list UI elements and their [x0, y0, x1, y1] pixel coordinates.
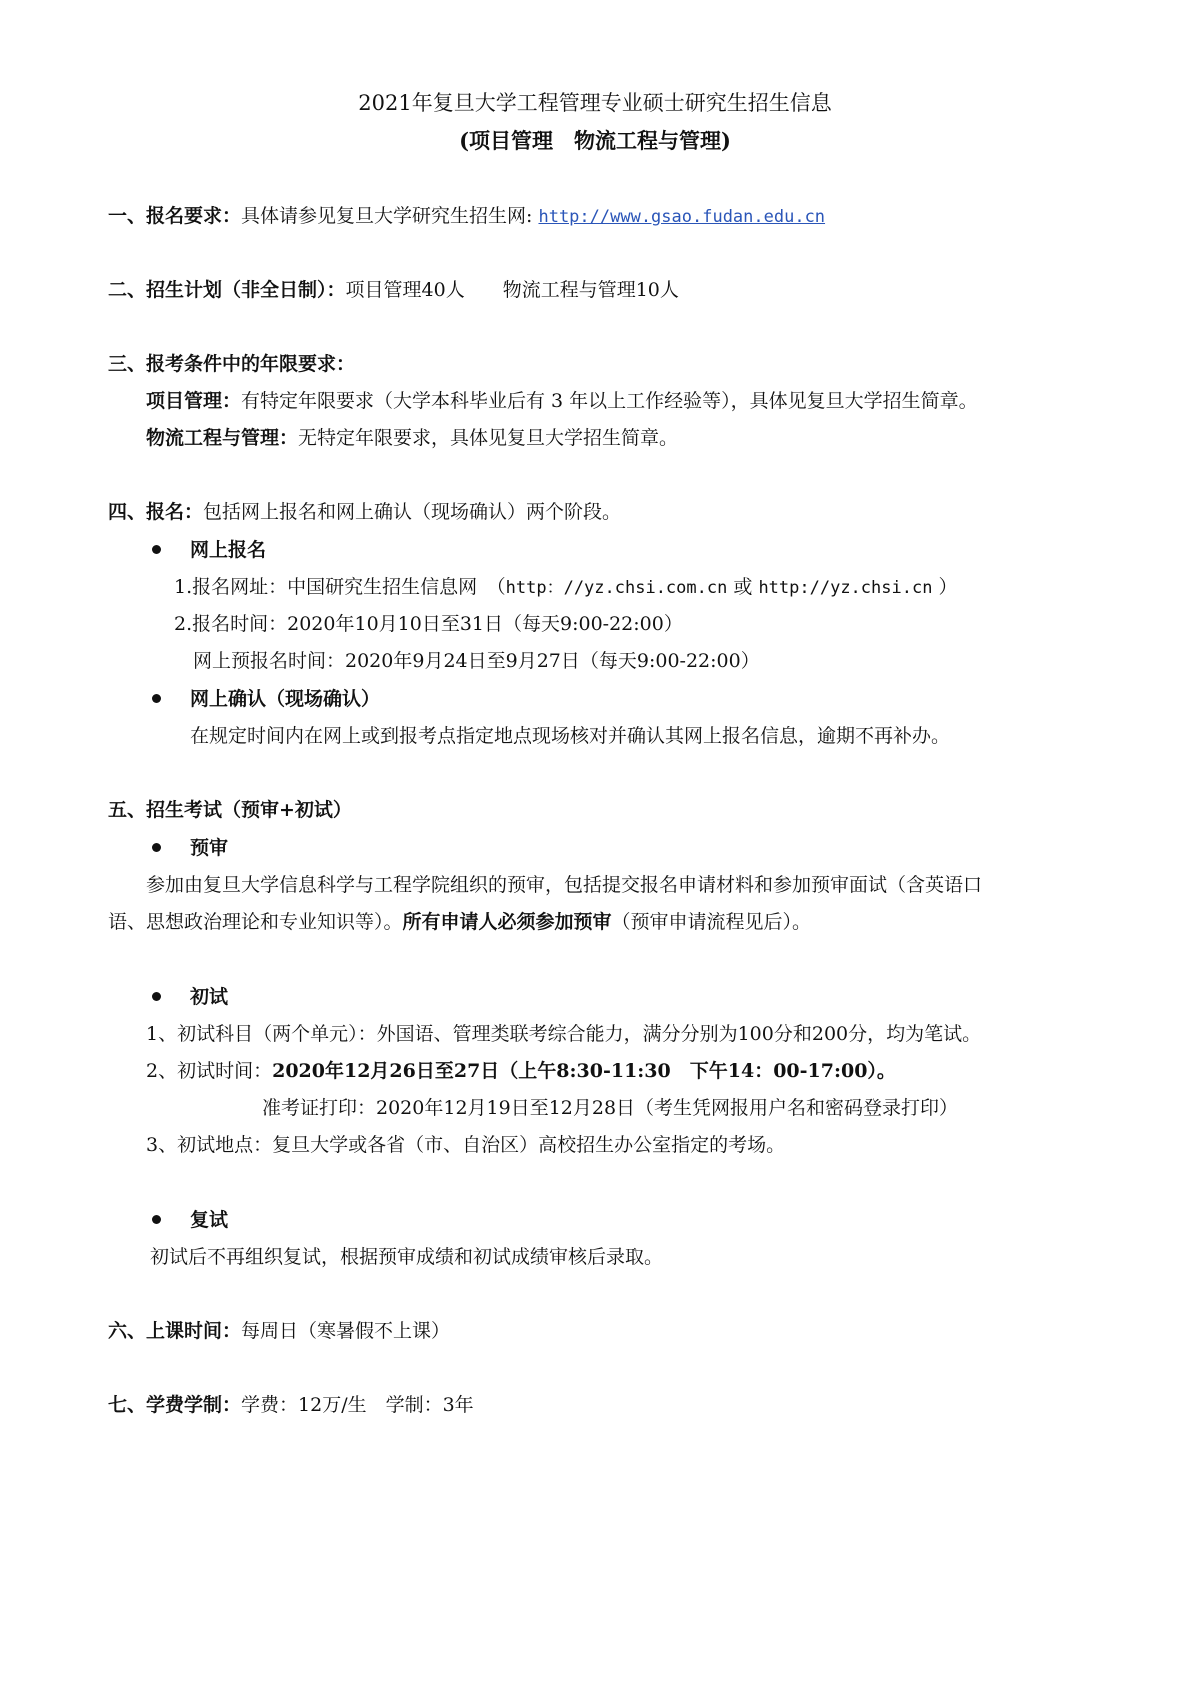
chsi-link[interactable]: http：//yz.chsi.com.cn	[505, 578, 728, 598]
requirement-text: 无特定年限要求，具体见复旦大学招生简章。	[298, 427, 679, 449]
online-confirmation-text: 在规定时间内在网上或到报考点指定地点现场核对并确认其网上报名信息，逾期不再补办。	[190, 725, 951, 747]
pre-registration-time: 网上预报名时间：2020年9月24日至9月27日（每天9:00-22:00）	[193, 650, 760, 672]
chsi-alt-link[interactable]: http://yz.chsi.cn	[758, 578, 933, 598]
section-text: 每周日（寒暑假不上课）	[241, 1320, 451, 1342]
first-exam-title: 初试	[190, 986, 229, 1008]
document-subtitle: (项目管理 物流工程与管理)	[459, 128, 731, 153]
project-management-requirement	[146, 388, 978, 414]
section-heading: 二、招生计划（非全日制）：	[108, 279, 346, 301]
section-heading: 六、上课时间：	[108, 1320, 242, 1342]
admission-ticket-print: 准考证打印：2020年12月19日至12月28日（考生凭网报用户名和密码登录打印）	[262, 1097, 959, 1119]
document-title: 2021年复旦大学工程管理专业硕士研究生招生信息	[358, 91, 832, 115]
first-exam-location: 3、初试地点：复旦大学或各省（市、自治区）高校招生办公室指定的考场。	[146, 1134, 786, 1156]
section-heading: 四、报名：	[108, 501, 204, 523]
requirement-text: 有特定年限要求（大学本科毕业后有 3 年以上工作经验等），具体见复旦大学招生简章。	[241, 390, 978, 412]
section-text: 具体请参见复旦大学研究生招生网:	[241, 205, 539, 227]
online-confirmation-title: 网上确认（现场确认）	[190, 688, 381, 710]
logistics-requirement	[146, 425, 678, 451]
bullet-icon	[152, 1215, 161, 1224]
section-heading: 一、报名要求：	[108, 205, 242, 227]
exam-date: 2020年12月26日至27日（上午8:30-11:30 下午14：00-17:00）。	[272, 1060, 896, 1082]
section-enrollment-plan	[108, 277, 679, 303]
pre-review-title: 预审	[190, 837, 229, 859]
re-exam-title: 复试	[190, 1209, 229, 1231]
section-tuition	[108, 1392, 474, 1418]
section-registration	[108, 499, 621, 525]
bullet-icon	[152, 843, 161, 852]
re-exam-text: 初试后不再组织复试，根据预审成绩和初试成绩审核后录取。	[150, 1246, 664, 1268]
section-years-requirement-heading: 三、报考条件中的年限要求：	[108, 353, 356, 375]
bullet-icon	[152, 545, 161, 554]
section-class-time	[108, 1318, 450, 1344]
section-text: 项目管理40人 物流工程与管理10人	[345, 279, 679, 301]
requirement-label: 物流工程与管理：	[146, 427, 299, 449]
bullet-icon	[152, 992, 161, 1001]
mandatory-notice: 所有申请人必须参加预审	[402, 911, 612, 933]
first-exam-subjects: 1、初试科目（两个单元）：外国语、管理类联考综合能力，满分分别为100分和200分，均为笔试。	[146, 1023, 982, 1045]
registration-time-item: 2.报名时间：2020年10月10日至31日（每天9:00-22:00）	[174, 613, 683, 635]
bullet-icon	[152, 694, 161, 703]
section-text: 包括网上报名和网上确认（现场确认）两个阶段。	[203, 501, 622, 523]
registration-website-item: 1.报名网址：中国研究生招生信息网 （http：//yz.chsi.com.cn 或 http://yz.chsi.cn ）	[174, 576, 958, 598]
section-registration-requirements	[108, 203, 825, 230]
section-text: 学费：12万/生 学制：3年	[241, 1394, 474, 1416]
section-exam-heading: 五、招生考试（预审+初试）	[108, 799, 352, 821]
gsao-link[interactable]: http://www.gsao.fudan.edu.cn	[538, 207, 826, 227]
first-exam-time: 2、初试时间：2020年12月26日至27日（上午8:30-11:30 下午14：00-17:00）。	[146, 1060, 896, 1082]
pre-review-text-line1: 参加由复旦大学信息科学与工程学院组织的预审，包括提交报名申请材料和参加预审面试（含英语口	[146, 874, 983, 896]
online-registration-title: 网上报名	[190, 539, 267, 561]
pre-review-text-line2: 语、思想政治理论和专业知识等）。所有申请人必须参加预审（预审申请流程见后）。	[108, 911, 812, 933]
requirement-label: 项目管理：	[146, 390, 242, 412]
section-heading: 七、学费学制：	[108, 1394, 242, 1416]
